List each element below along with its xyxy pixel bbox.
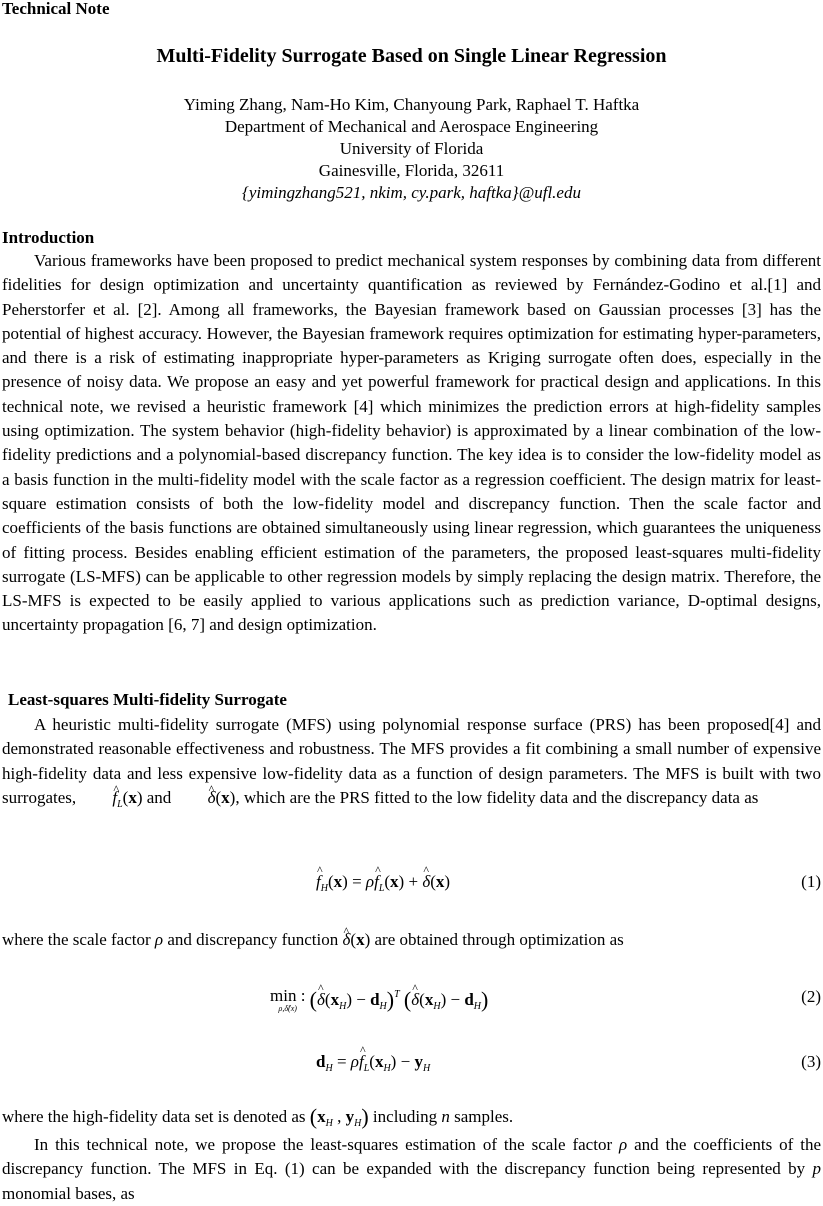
intro-paragraph: Various frameworks have been proposed to predict mechanical system responses by combining data from different fidelities for design optimization and uncertainty quantification as reviewed by Fernández-Godino et al.[1] and Peherstorfer et al. [2]. Among all frameworks, the Bayesian framework based on Gaussian processes [3] has the potential of highest accuracy. However, the Bayesian framework requires optimization for estimating hyper-parameters, and there is a risk of estimating inappropriate hyper-parameters as Kriging surrogate often does, especially in the presence of noisy data. We propose an easy and yet powerful framework for practical design and applications. In this technical note, we revised a heuristic framework [4] which minimizes the prediction errors at high-fidelity samples using optimization. The system behavior (high-fidelity behavior) is approximated by a linear combination of the low-fidelity predictions and a polynomial-based discrepancy function. The key idea is to consider the low-fidelity model as a basis function in the multi-fidelity model with the scale factor as a regression coefficient. The design matrix for least-square estimation consists of both the low-fidelity model and discrepancy function. Then the scale factor and coefficients of the basis functions are obtained simultaneously using linear regression, which guarantees the uniqueness of fitting process. Besides enabling efficient estimation of the parameters, the proposed least-squares multi-fidelity surrogate (LS-MFS) can be applicable to other regression models by simply replacing the design matrix. Therefore, the LS-MFS is expected to be easily applied to various applications such as prediction variance, D-optimal designs, uncertainty propagation [6, 7] and design optimization.: [2, 251, 821, 635]
equation-2-number: (2): [801, 987, 821, 1006]
equation-1: ^ $f_H(x)$ = ρ^ $f_L(x)$ + ^ δ(x) (1): [0, 868, 823, 902]
intro-heading: Introduction: [2, 228, 95, 247]
lsmfs-paragraph-1: A heuristic multi-fidelity surrogate (MFS) using polynomial response surface (PRS) has been proposed[4] and demonstrated reasonable effectiveness and robustness. The MFS provides a fit combining a small number of expensive high-fidelity data and less expensive low-fidelity data as a function of design parameters. The MFS is built with two surrogates, ^ $f_L(x)$ and ^ δ(x), which are the PRS fitted to the low fidelity data and the discrepancy data as: [2, 713, 821, 810]
where-dataset-text: where the high-fidelity data set is denoted as ($x_H$ , $y_H$) including n samples.: [2, 1104, 514, 1129]
equation-2: min : ρ,δ̂(x) (^ $\delta(x_H) - d_H)^T$ (^ $\delta(x_H) - d_H$) (2): [0, 983, 823, 1023]
where-scale-factor-text: where the scale factor ρ and discrepancy function ^ δ(x) are obtained through optimization as: [2, 928, 821, 952]
delta-hat-symbol-2: ^ δ(x): [342, 930, 370, 949]
author-block: [0, 94, 823, 204]
dataset-symbol: ($x_H$ , $y_H$): [309, 1104, 369, 1129]
fL-hat-symbol: ^ $f_L(x)$: [80, 788, 142, 807]
author-names: Yiming Zhang, Nam-Ho Kim, Chanyoung Park, Raphael T. Haftka: [183, 95, 640, 114]
paper-title: Multi-Fidelity Surrogate Based on Single Linear Regression: [156, 45, 667, 67]
equation-3: $d_H$ = ρ^ $f_L(x_H) - y_H$ (3): [0, 1048, 823, 1082]
equation-1-number: (1): [801, 872, 821, 891]
author-email: {yimingzhang521, nkim, cy.park, haftka}@ufl.edu: [242, 183, 581, 202]
equation-3-number: (3): [801, 1052, 821, 1071]
lsmfs-paragraph-2: In this technical note, we propose the least-squares estimation of the scale factor ρ and the coefficients of the discrepancy function. The MFS in Eq. (1) can be expanded with the discrepancy function being represented by p monomial bases, as: [2, 1135, 822, 1203]
author-department: Department of Mechanical and Aerospace Engineering: [224, 117, 599, 136]
delta-hat-symbol: ^ δ(x): [176, 788, 236, 807]
min-operator: min : ρ,δ̂(x): [270, 986, 306, 1013]
author-address: Gainesville, Florida, 32611: [318, 161, 505, 180]
lsmfs-heading: Least-squares Multi-fidelity Surrogate: [8, 690, 287, 709]
author-university: University of Florida: [339, 139, 484, 158]
technical-note-label: Technical Note: [2, 0, 110, 18]
